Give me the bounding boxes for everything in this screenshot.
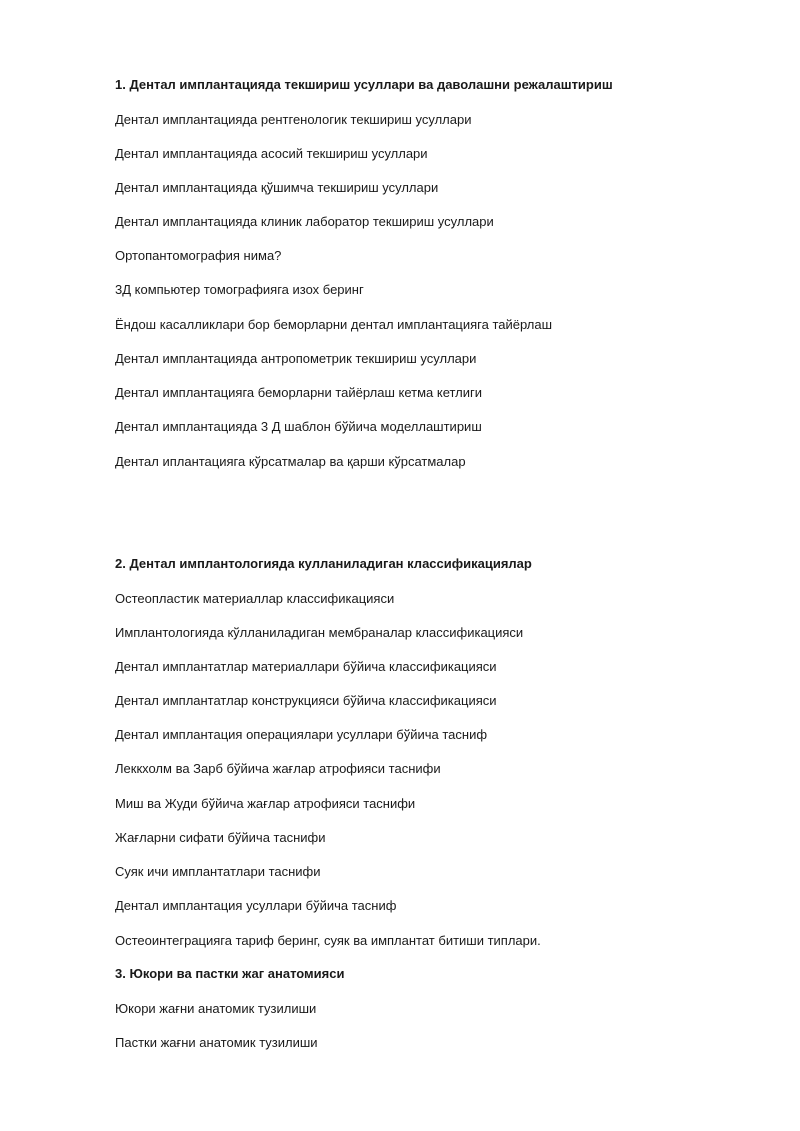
section-3-item-2: Пастки жағни анатомик тузилиши xyxy=(115,1035,318,1050)
section-2-item-11: Остеоинтеграцияга тариф беринг, суяк ва имплантат битиши типлари. xyxy=(115,933,541,948)
section-1-item-3: Дентал имплантацияда қўшимча текшириш усуллари xyxy=(115,180,439,195)
section-3-item-1: Юкори жағни анатомик тузилиши xyxy=(115,1001,317,1016)
section-1-item-4: Дентал имплантацияда клиник лаборатор текшириш усуллари xyxy=(115,214,494,229)
section-1-item-1: Дентал имплантацияда рентгенологик текшириш усуллари xyxy=(115,112,472,127)
section-2-item-3: Дентал имплантатлар материаллари бўйича классификацияси xyxy=(115,659,497,674)
section-1-item-8: Дентал имплантацияда антропометрик текшириш усуллари xyxy=(115,351,477,366)
section-2-item-8: Жағларни сифати бўйича таснифи xyxy=(115,830,326,845)
section-2-item-6: Леккхолм ва Зарб бўйича жағлар атрофияси таснифи xyxy=(115,761,441,776)
section-1-item-9: Дентал имплантацияга беморларни тайёрлаш кетма кетлиги xyxy=(115,385,483,400)
section-2-item-4: Дентал имплантатлар конструкцияси бўйича классификацияси xyxy=(115,693,497,708)
section-1-item-6: 3Д компьютер томографияга изох беринг xyxy=(115,282,364,297)
section-2-item-9: Суяк ичи имплантатлари таснифи xyxy=(115,864,321,879)
section-3-heading: 3. Юкори ва пастки жаг анатомияси xyxy=(115,966,345,981)
section-2-item-1: Остеопластик материаллар классификацияси xyxy=(115,591,395,606)
section-1-item-2: Дентал имплантацияда асосий текшириш усуллари xyxy=(115,146,428,161)
section-2-item-7: Миш ва Жуди бўйича жағлар атрофияси таснифи xyxy=(115,796,416,811)
section-1-item-10: Дентал имплантацияда 3 Д шаблон бўйича моделлаштириш xyxy=(115,419,482,434)
section-2-item-5: Дентал имплантация операциялари усуллари бўйича тасниф xyxy=(115,727,488,742)
section-1-item-7: Ёндош касалликлари бор беморларни дентал имплантацияга тайёрлаш xyxy=(115,317,553,332)
section-1-item-11: Дентал иплантацияга кўрсатмалар ва қарши кўрсатмалар xyxy=(115,454,466,469)
section-1-item-5: Ортопантомография нима? xyxy=(115,248,282,263)
section-1-heading: 1. Дентал имплантацияда текшириш усуллари ва даволашни режалаштириш xyxy=(115,77,613,92)
section-2-heading: 2. Дентал имплантологияда кулланиладиган классификациялар xyxy=(115,556,532,571)
section-2-item-2: Имплантологияда кўлланиладиган мембраналар классификацияси xyxy=(115,625,524,640)
section-2-item-10: Дентал имплантация усуллари бўйича тасниф xyxy=(115,898,397,913)
